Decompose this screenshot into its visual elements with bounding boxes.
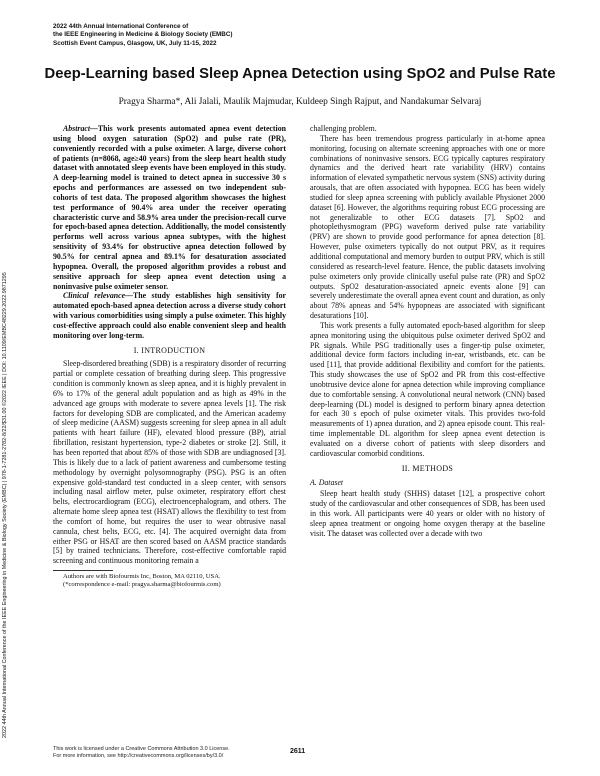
section-heading-methods: II. METHODS [401,463,454,473]
clinical-relevance [53,291,286,340]
side-margin [0,0,28,776]
clinical-relevance-text: The study establishes high sensitivity for automated epoch-based apnea detection across a diverse study cohort with various comorbidities using simply a pulse oximeter. This highly cost-effective approach could also enable convenient sleep and health monitoring over long-term. [53,291,286,340]
abstract-label: Abstract— [63,124,98,133]
abstract [53,124,286,341]
subsection-heading-dataset: A. Dataset [310,477,344,487]
page-number: 2611 [290,748,306,755]
abstract-paragraph [53,124,286,291]
footnote-divider [53,570,113,571]
footnote-affiliation: Authors are with Biofourmis Inc, Boston, MA 02110, USA. [63,573,221,581]
right-column [310,124,545,539]
section-heading-introduction: I. INTRODUCTION [133,345,206,355]
footnote-email: (*correspondence e-mail: pragya.sharma@biofourmis.com) [63,581,221,589]
conference-line-1: 2022 44th Annual International Conference of [53,23,189,30]
intro-paragraph-3: This work presents a fully automated epoch-based algorithm for sleep apnea monitoring using the ubiquitous pulse oximeter derived SpO2 and PR signals. While PSG traditionally uses a finger-tip pulse oximeter, additional device form factors including in-ear, wristbands, etc. can be used [11], that provide additional flexibility and comfort for the patients. This study showcases the use of SpO2 and PR from this cost-effective unobtrusive device alone for apnea detection while improving compliance due to comfortable sensing. A convolutional neural network (CNN) based deep-learning (DL) model is designed to perform binary apnea detection for each 30 s epoch of pulse oximeter vitals. This provides two-fold measurements of 1) apnea duration, and 2) apnea episode count. This real-time implementable DL algorithm for sleep apnea event detection is evaluated on a diverse cohort of patients with sleep disorders and cardiovascular comorbid conditions. [310,320,545,458]
methods-paragraph-1: Sleep heart health study (SHHS) dataset [12], a prospective cohort study of the cardiovascular and other consequences of SDB, has been used in this work. All participants were 40 years or older with no history of sleep apnea treatment or ongoing home oxygen therapy at the baseline visit. The dataset was collected over a decade with two [310,489,545,538]
left-column [53,124,286,589]
intro-paragraph-1: Sleep-disordered breathing (SDB) is a respiratory disorder of recurring partial or complete cessation of breathing during sleep. This progressive condition is commonly known as sleep apnea, and it is highly prevalent in 6% to 17% of the general adult population and as high as 49% in the advanced age groups with moderate to severe apnea levels [1]. The risk factors for developing SDB are complicated, and the American academy of sleep medicine (AASM) suggests screening for sleep apnea in all adult patients with heart failure (HF), elevated blood pressure (BP), atrial fibrillation, resistant hypertension, type-2 diabetes or stroke [2]. Still, it has been reported that about 85% of those with SDB are undiagnosed [3]. This is likely due to a lack of patient awareness and cumbersome testing methodology by overnight polysomnography (PSG). PSG is an often expensive gold-standard test conducted in a sleep center, with sensors including nasal airflow meter, pulse oximeter, respiratory effort chest belts, electrocardiogram (ECG), electroencephalogram, and others. The alternate home sleep apnea test (HSAT) allows the flexibility to test from the comfort of home, but requires the user to wear obtrusive nasal cannula, chest belts, ECG, etc. [4]. The acquired overnight data from either PSG or HSAT are then scored based on AASM practice standards [5] by trained technicians. Therefore, cost-effective comfortable rapid screening and continuous monitoring remain a [53,359,286,566]
clinical-relevance-label: Clinical relevance— [63,291,133,301]
author-list: Pragya Sharma*, Ali Jalali, Maulik Majmudar, Kuldeep Singh Rajput, and Nandakumar Selvaraj [118,97,482,107]
paper-title: Deep-Learning based Sleep Apnea Detection using SpO2 and Pulse Rate [44,66,556,82]
conference-line-3: Scottish Event Campus, Glasgow, UK, July 11-15, 2022 [53,39,217,47]
intro-paragraph-2: There has been tremendous progress particularly in at-home apnea monitoring, focusing on alternate screening approaches with one or more combinations of noninvasive sensors. ECG typically captures respiratory dynamics and the derived heart rate variability (HRV) contains information of elevated sympathetic nervous system (SNS) activity during arousals, that are often associated with hypopnea. ECG has been widely studied for sleep apnea screening with publicly available Physionet 2000 dataset [6]. However, the algorithms requiring robust ECG processing are not generalizable to other ECG datasets [7]. SpO2 and photoplethysmogram (PPG) waveform derived pulse rate variability (PRV) are shown to provide good performance for apnea detection [8]. However, pulse oximeters typically do not output PRV, as it requires additional computational and memory burden to output PRV, which is still considered as research-level feature. Hence, the public datasets involving pulse oximeters only provide clinically useful pulse rate (PR) and SpO2 outputs. SpO2 desaturation-associated apneic events alone [9] can severely underestimate the overall apnea event count and duration, as only about 78% apneas and 54% hypopneas are associated with significant desaturations [10]. [310,133,545,321]
license-footer [53,746,230,760]
conference-header [53,23,232,48]
intro-continuation: challenging problem. [310,124,377,133]
abstract-text: This work presents automated apnea event detection using blood oxygen saturation (SpO2) and pulse rate (PR), conveniently recorded with a pulse oximeter. A large, diverse cohort of patients (n=8068, age≥40 years) from the sleep heart health study dataset with annotated sleep events have been employed in this study. A deep-learning model is trained to detect apnea in successive 30 s epochs and performances are assessed on two independent sub-cohorts of test data. The proposed algorithm showcases the highest test performance of 90.4% area under the receiver operating characteristic curve and 58.9% area under the precision-recall curve for epoch-based apnea detection. Additionally, the model consistently performs well across various apnea subtypes, with the highest sensitivity of 93.4% for obstructive apnea detection followed by 90.5% for central apnea and 89.1% for desaturation associated hypopnea. Overall, the proposed algorithm provides a robust and sensitive approach for sleep apnea event detection using a noninvasive pulse oximeter sensor. [53,124,286,291]
license-line-1: This work is licensed under a Creative Commons Attribution 3.0 License. [53,746,230,752]
sidebar-citation: 2022 44th Annual International Conference of the IEEE Engineering in Medicine & Biology Society (EMBC) | 978-1-7281-2782-8/22/$31.00 ©2022 IEEE | DOI: 10.1109/EMBC48229.2022.9871295 [2,272,8,738]
license-line-2: For more information, see http://creativecommons.org/licenses/by/3.0/ [53,753,224,759]
conference-line-2: the IEEE Engineering in Medicine & Biology Society (EMBC) [53,31,233,39]
